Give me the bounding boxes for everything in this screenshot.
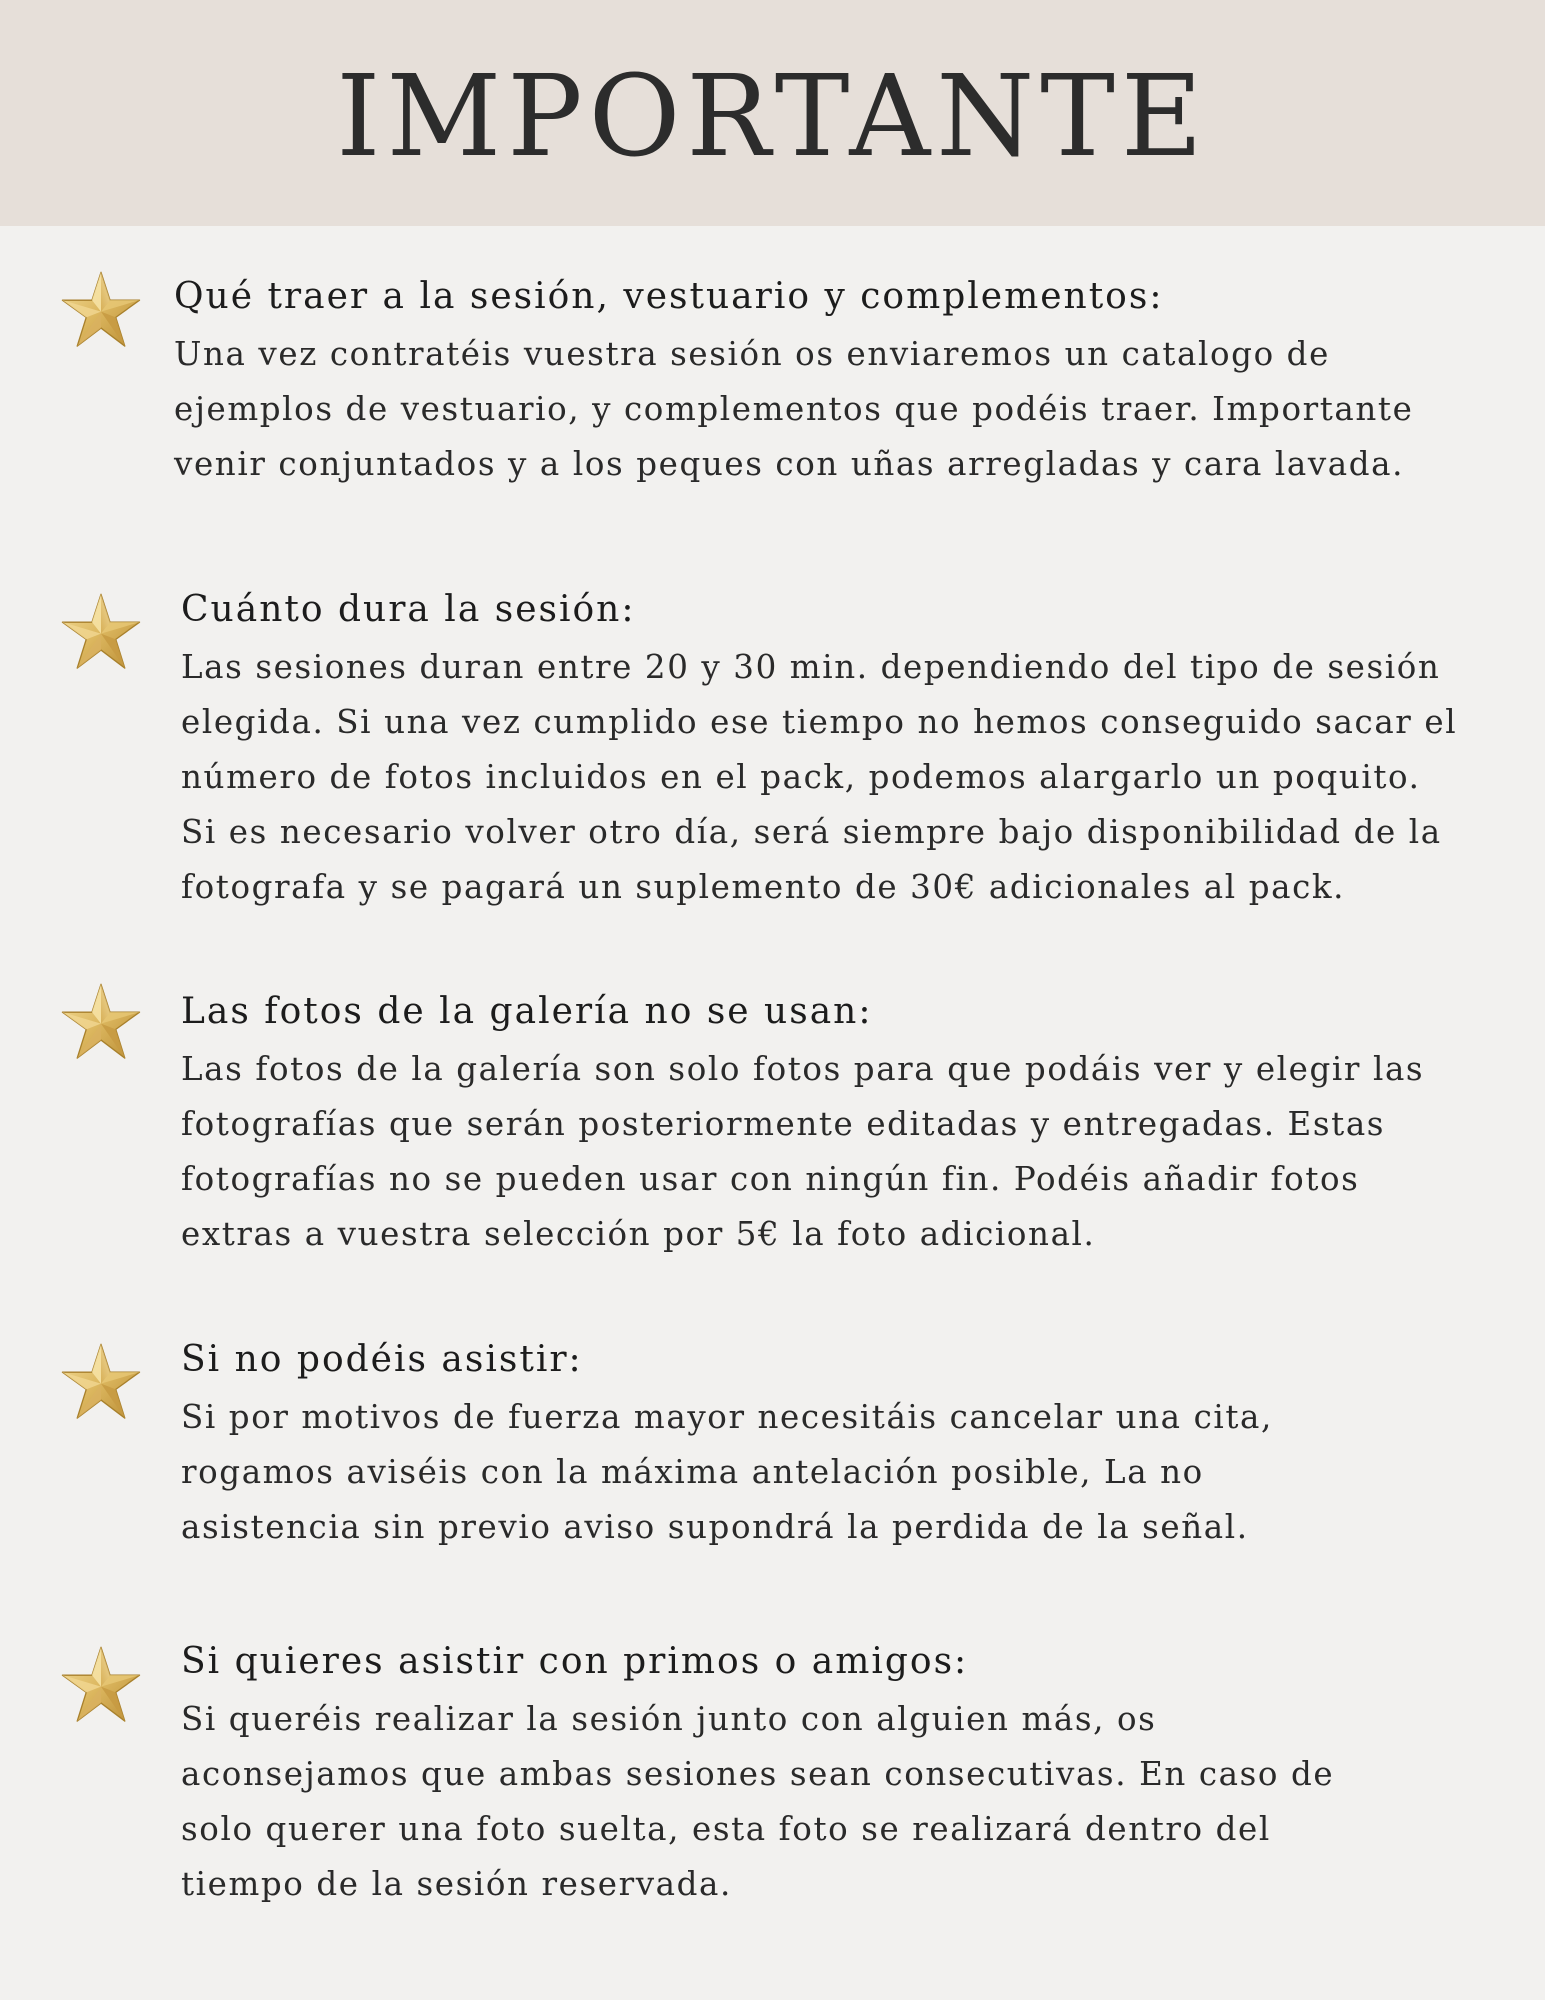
star-icon — [60, 1643, 142, 1727]
star-icon — [60, 590, 142, 674]
section-text-line: número de fotos incluidos en el pack, podemos alargarlo un poquito. — [181, 758, 1421, 796]
section-heading: Si no podéis asistir: — [181, 1339, 583, 1380]
section-text-line: extras a vuestra selección por 5€ la foto adicional. — [181, 1215, 1096, 1253]
section-text-line: Las fotos de la galería son solo fotos para que podáis ver y elegir las — [181, 1050, 1425, 1088]
section-text-line: tiempo de la sesión reservada. — [181, 1865, 732, 1903]
section-text-line: fotografías que serán posteriormente editadas y entregadas. Estas — [181, 1105, 1386, 1143]
section-heading: Cuánto dura la sesión: — [181, 589, 636, 630]
section-text-line: rogamos aviséis con la máxima antelación posible, La no — [181, 1453, 1204, 1491]
section-text-line: fotografías no se pueden usar con ningún fin. Podéis añadir fotos — [181, 1160, 1360, 1198]
section-text-line: Una vez contratéis vuestra sesión os enviaremos un catalogo de — [174, 335, 1330, 373]
star-icon — [60, 980, 142, 1064]
section-text-line: Si por motivos de fuerza mayor necesitáis cancelar una cita, — [181, 1398, 1273, 1436]
section-text-line: Las sesiones duran entre 20 y 30 min. dependiendo del tipo de sesión — [181, 648, 1441, 686]
title-banner — [0, 0, 1545, 226]
page-title: IMPORTANTE — [336, 52, 1209, 182]
section-text-line: venir conjuntados y a los peques con uñas arregladas y cara lavada. — [174, 445, 1405, 483]
star-icon — [60, 1340, 142, 1424]
section-text-line: solo querer una foto suelta, esta foto se realizará dentro del — [181, 1810, 1271, 1848]
section-text-line: ejemplos de vestuario, y complementos que podéis traer. Importante — [174, 390, 1414, 428]
section-text-line: elegida. Si una vez cumplido ese tiempo no hemos conseguido sacar el — [181, 703, 1458, 741]
section-heading: Las fotos de la galería no se usan: — [181, 991, 873, 1032]
section-heading: Qué traer a la sesión, vestuario y complementos: — [174, 276, 1164, 317]
section-text-line: fotografa y se pagará un suplemento de 30€ adicionales al pack. — [181, 868, 1346, 906]
section-text-line: Si queréis realizar la sesión junto con alguien más, os — [181, 1700, 1157, 1738]
star-icon — [60, 268, 142, 352]
section-text-line: asistencia sin previo aviso supondrá la perdida de la señal. — [181, 1508, 1249, 1546]
section-text-line: Si es necesario volver otro día, será siempre bajo disponibilidad de la — [181, 813, 1442, 851]
section-heading: Si quieres asistir con primos o amigos: — [181, 1641, 969, 1682]
section-text-line: aconsejamos que ambas sesiones sean consecutivas. En caso de — [181, 1755, 1335, 1793]
